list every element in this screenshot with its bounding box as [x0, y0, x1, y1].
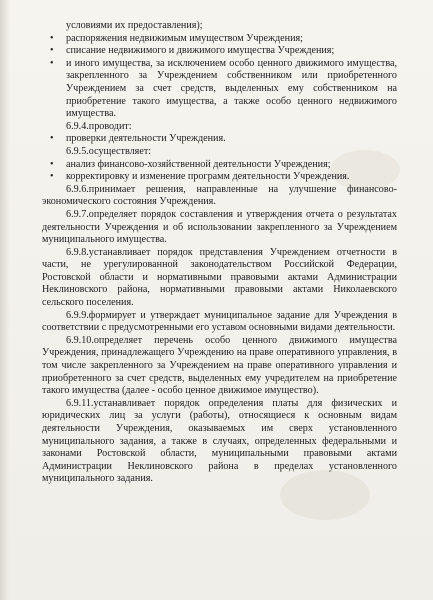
bullet-list-analysis	[42, 159, 397, 184]
list-item-text: проверки деятельности Учреждения.	[66, 133, 226, 145]
paragraph-6-9-10: 6.9.10.определяет перечень особо ценного движимого имущества Учреждения, принадлежащего Учреждению на праве оперативного управления, в том числе закрепленного за Учреждением на праве оперативного управления и приобретенного за счет средств, выделенных ему учредителем на приобретение такого имущества (далее - особо ценное движимое имущество).	[42, 334, 397, 397]
bullet-icon: •	[50, 158, 54, 170]
list-item	[42, 159, 397, 172]
list-item	[42, 33, 397, 46]
list-item-text: анализ финансово-хозяйственной деятельности Учреждения;	[66, 158, 331, 170]
list-item	[42, 45, 397, 58]
list-item-text: корректировку и изменение программ деятельности Учреждения.	[66, 171, 350, 183]
bullet-list-disposal	[42, 33, 397, 121]
paragraph-6-9-8: 6.9.8.устанавливает порядок представления Учреждением отчетности в части, не урегулированной законодательством Российской Федерации, Ростовской области и нормативными правовыми актами Администрации Неклиновского района, нормативными правовыми актами Николаевского сельского поселения.	[42, 246, 397, 309]
bullet-icon: •	[50, 32, 54, 44]
list-item-text: распоряжения недвижимым имуществом Учреждения;	[66, 32, 303, 44]
bullet-icon: •	[50, 171, 54, 183]
paragraph-6-9-7: 6.9.7.определяет порядок составления и утверждения отчета о результатах деятельности Учреждения и об использовании закрепленного за Учреждением муниципального имущества.	[42, 208, 397, 246]
section-heading-6-9-5: 6.9.5.осуществляет:	[66, 145, 152, 157]
list-item	[42, 58, 397, 121]
bullet-list-checks	[42, 133, 397, 146]
section-heading-6-9-4: 6.9.4.проводит:	[66, 120, 132, 132]
list-item	[42, 171, 397, 184]
bullet-icon: •	[50, 45, 54, 57]
document-body	[42, 20, 397, 486]
paragraph-6-9-11: 6.9.11.устанавливает порядок определения платы для физических и юридических лиц за услуги (работы), относящиеся к основным видам деятельности Учреждения, оказываемых им сверх установленного муниципального задания, а также в случаях, определенных федеральными и законами Ростовской области, муниципальными правовыми актами Администрации Неклиновского района в пределах установленного муниципального задания.	[42, 397, 397, 485]
list-item-text: и иного имущества, за исключением особо ценного движимого имущества, закрепленного за Учреждением собственником или приобретенного Учреждением за счет средств, выделенных ему собственником на приобретение такого имущества, а также особо ценного недвижимого имущества.	[66, 57, 397, 120]
paragraph-6-9-9: 6.9.9.формирует и утверждает муниципальное задание для Учреждения в соответствии с предусмотренными его уставом основными видами деятельности.	[42, 309, 397, 334]
paragraph-6-9-6: 6.9.6.принимает решения, направленные на улучшение финансово-экономического состояния Учреждения.	[42, 183, 397, 208]
bullet-icon: •	[50, 133, 54, 145]
page-left-edge	[0, 0, 10, 600]
list-item-text: списание недвижимого и движимого имущества Учреждения;	[66, 45, 335, 57]
list-item	[42, 133, 397, 146]
continuation-text: условиями их предоставления);	[66, 20, 203, 31]
bullet-icon: •	[50, 57, 54, 69]
